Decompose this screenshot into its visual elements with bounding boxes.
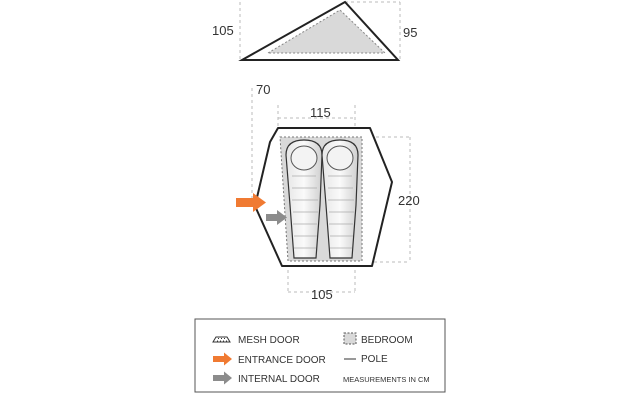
legend-mesh-door: MESH DOOR: [238, 335, 300, 346]
dim-side-height: 105: [212, 23, 234, 38]
dim-length: 220: [398, 193, 420, 208]
dim-top-width: 115: [310, 105, 331, 120]
legend-pole: POLE: [361, 354, 388, 365]
legend-box: [195, 319, 445, 392]
dim-bottom-width: 105: [311, 287, 333, 302]
side-view: [212, 2, 417, 60]
legend-internal-door: INTERNAL DOOR: [238, 374, 320, 385]
legend-entrance-door: ENTRANCE DOOR: [238, 355, 326, 366]
legend-bedroom: BEDROOM: [361, 335, 413, 346]
top-view: [236, 82, 420, 302]
bedroom-swatch-icon: [344, 333, 356, 344]
dim-porch-depth: 70: [256, 82, 271, 97]
dim-side-depth: 95: [403, 25, 418, 40]
legend-units-note: MEASUREMENTS IN CM: [343, 375, 430, 384]
